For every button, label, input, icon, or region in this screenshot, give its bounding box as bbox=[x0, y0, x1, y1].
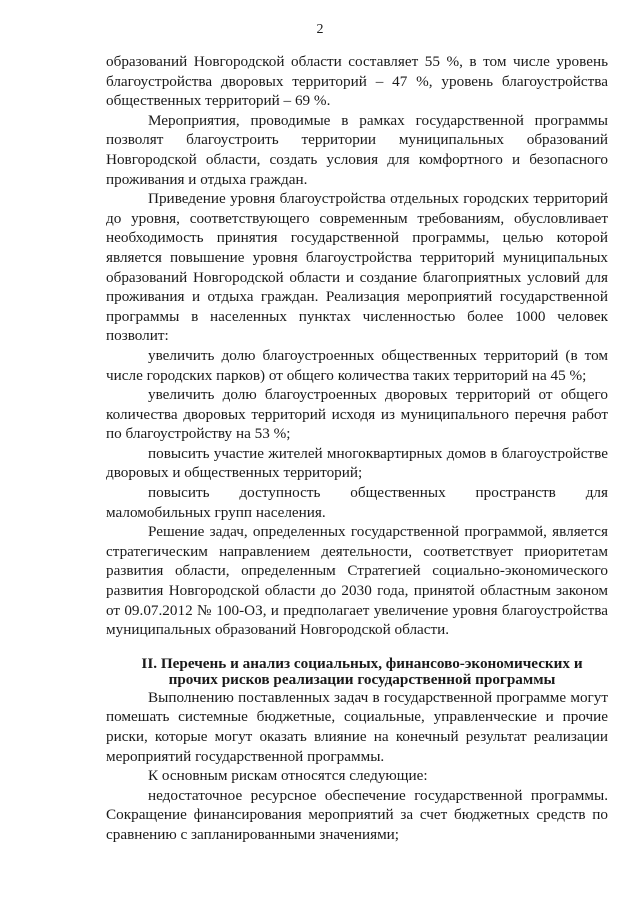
paragraph: образований Новгородской области составляет 55 %, в том числе уровень благоустройства дворовых территорий – 47 %, уровень благоустройства общественных территорий – 69 %. bbox=[106, 53, 608, 110]
paragraph: Мероприятия, проводимые в рамках государственной программы позволят благоустроить территории муниципальных образований Новгородской области, создать условия для комфортного и безопасного проживания и отдыха граждан. bbox=[106, 111, 608, 188]
page-number: 2 bbox=[316, 22, 324, 37]
list-item: недостаточное ресурсное обеспечение государственной программы. Сокращение финансирования мероприятий за счет бюджетных средств по сравнению с запланированными значениями; bbox=[106, 786, 608, 843]
section-title-line: прочих рисков реализации государственной программы bbox=[168, 670, 556, 688]
list-item: повысить участие жителей многоквартирных домов в благоустройстве дворовых и общественных территорий; bbox=[106, 444, 608, 482]
paragraph: К основным рискам относятся следующие: bbox=[148, 767, 428, 785]
section-title bbox=[106, 656, 608, 688]
section-title-line: II. Перечень и анализ социальных, финансово-экономических и bbox=[141, 654, 583, 672]
document-body bbox=[106, 52, 608, 845]
paragraph: Решение задач, определенных государственной программой, является стратегическим направлением деятельности, соответствует приоритетам развития области, определенным Стратегией социально-экономического развития Новгородской области до 2030 года, принятой областным законом от 09.07.2012 № 100-ОЗ, и предполагает увеличение уровня благоустройства муниципальных образований Новгородской области. bbox=[106, 523, 608, 639]
list-item: увеличить долю благоустроенных общественных территорий (в том числе городских парков) от общего количества таких территорий на 45 %; bbox=[106, 346, 608, 384]
paragraph: Приведение уровня благоустройства отдельных городских территорий до уровня, соответствующего современным требованиям, обусловливает необходимость принятия государственной программы, целью которой является повышение уровня благоустройства территорий муниципальных образований Новгородской области и создание благоприятных условий для проживания и отдыха граждан. Реализация мероприятий государственной программы в населенных пунктах численностью более 1000 человек позволит: bbox=[106, 190, 608, 345]
list-item: увеличить долю благоустроенных дворовых территорий от общего количества дворовых территорий исходя из муниципального перечня работ по благоустройству на 53 %; bbox=[106, 386, 608, 443]
paragraph: Выполнению поставленных задач в государственной программе могут помешать системные бюджетные, социальные, управленческие и прочие риски, которые могут оказать влияние на конечный результат реализации мероприятий государственной программы. bbox=[106, 688, 608, 765]
list-item: повысить доступность общественных пространств для маломобильных групп населения. bbox=[106, 484, 608, 521]
